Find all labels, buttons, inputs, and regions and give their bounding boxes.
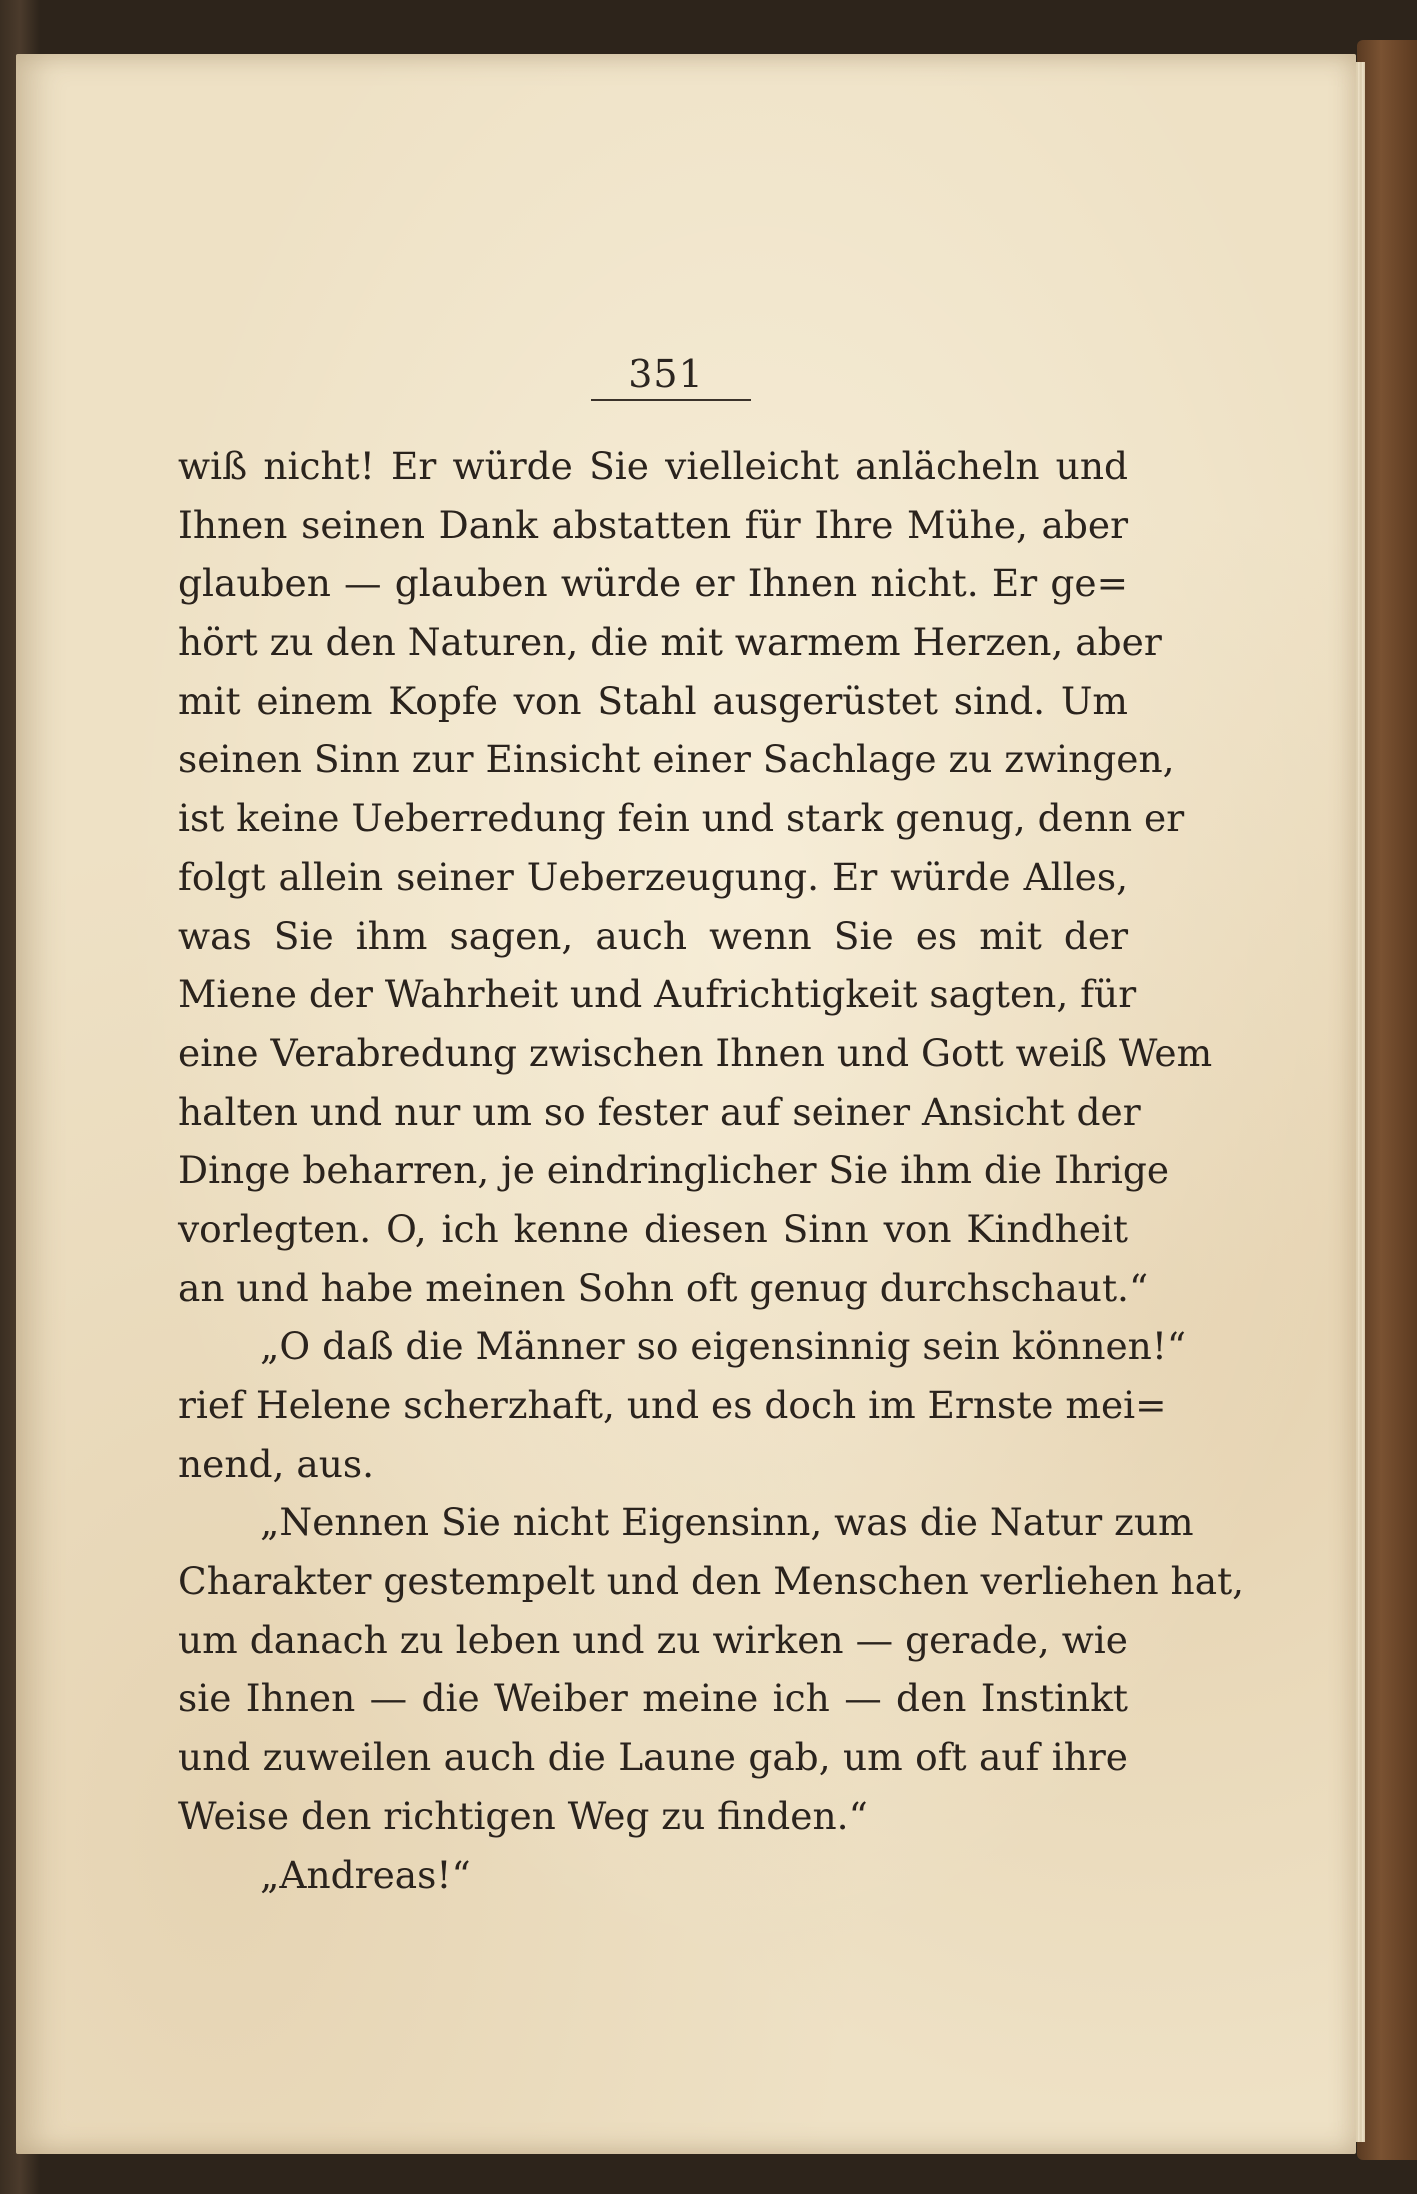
text-line: rief Helene scherzhaft, und es doch im Ernste mei= [178,1383,1167,1427]
text-line: und zuweilen auch die Laune gab, um oft auf ihre [178,1735,1128,1780]
text-line: eine Verabredung zwischen Ihnen und Gott weiß Wem [178,1030,1213,1075]
text-line: Dinge beharren, je eindringlicher Sie ihm die Ihrige [178,1148,1170,1193]
text-line: seinen Sinn zur Einsicht einer Sachlage zu zwingen, [178,737,1175,782]
text-line: ist keine Ueberredung fein und stark genug, denn er [178,796,1185,841]
text-line: halten und nur um so fester auf seiner Ansicht der [178,1089,1141,1134]
text-line: was Sie ihm sagen, auch wenn Sie es mit der [178,913,1128,958]
text-line: sie Ihnen — die Weiber meine ich — den Instinkt [178,1676,1128,1721]
text-line: mit einem Kopfe von Stahl ausgerüstet sind. Um [178,678,1128,723]
header-rule [591,399,751,401]
text-line: „Andreas!“ [260,1852,471,1897]
body-text [178,437,1245,1904]
text-line: Ihnen seinen Dank abstatten für Ihre Mühe, aber [178,502,1128,547]
text-line: um danach zu leben und zu wirken — gerade, wie [178,1617,1128,1662]
text-line: nend, aus. [178,1441,375,1486]
paper-page [16,54,1356,2154]
text-line: „Nennen Sie nicht Eigensinn, was die Natur zum [260,1500,1194,1545]
page-number: 351 [628,352,704,396]
text-line: folgt allein seiner Ueberzeugung. Er würde Alles, [178,854,1128,899]
text-line: „O daß die Männer so eigensinnig sein können!“ [260,1324,1187,1369]
text-line: glauben — glauben würde er Ihnen nicht. Er ge= [178,561,1128,606]
text-line: Miene der Wahrheit und Aufrichtigkeit sagten, für [178,972,1137,1017]
book-cover-edge [1357,40,1417,2160]
text-line: Charakter gestempelt und den Menschen verliehen hat, [178,1559,1245,1604]
text-line: Weise den richtigen Weg zu finden.“ [178,1793,868,1838]
text-line: hört zu den Naturen, die mit warmem Herzen, aber [178,620,1162,665]
text-line: an und habe meinen Sohn oft genug durchschaut.“ [178,1265,1149,1310]
text-line: vorlegten. O, ich kenne diesen Sinn von Kindheit [178,1206,1128,1251]
text-line: wiß nicht! Er würde Sie vielleicht anlächeln und [178,444,1128,488]
